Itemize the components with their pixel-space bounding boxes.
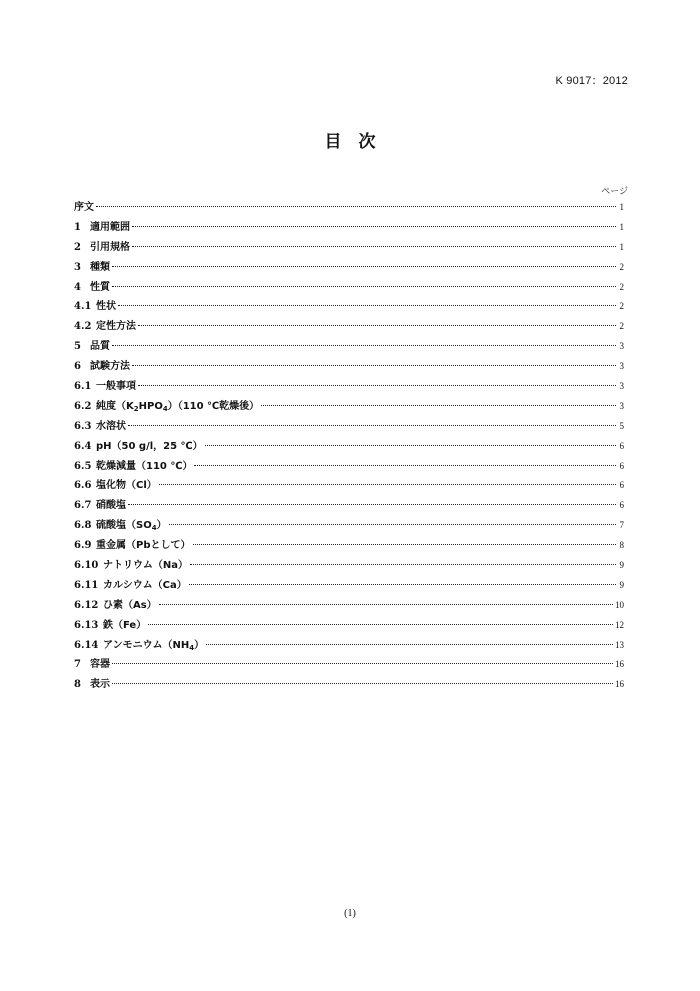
toc-section-title — [103, 576, 187, 591]
toc-section-number: 4 — [74, 281, 81, 293]
toc-section-title — [96, 417, 126, 432]
page-number-footer: (1) — [344, 908, 356, 919]
toc-section-number: 6.10 — [74, 560, 99, 572]
page-column-label: ページ — [601, 187, 628, 197]
toc-page-number: 3 — [619, 381, 624, 392]
toc-section-title — [74, 198, 94, 213]
toc-entry[interactable] — [74, 397, 624, 417]
toc-page-number: 3 — [619, 341, 624, 352]
toc-title-text: 性状 — [96, 301, 116, 313]
toc-page-number: 1 — [619, 202, 624, 212]
toc-page-number: 2 — [619, 281, 624, 292]
toc-section-number: 6.14 — [74, 639, 99, 651]
toc-section-title — [90, 258, 110, 273]
toc-title-text: アンモニウム（NH — [103, 639, 190, 651]
toc-entry[interactable] — [74, 437, 624, 457]
toc-section-title — [96, 516, 167, 531]
toc-dot-leader — [132, 246, 616, 247]
toc-page-number: 2 — [619, 261, 624, 272]
toc-dot-leader — [169, 524, 616, 525]
toc-title-text: 表示 — [90, 679, 110, 691]
toc-page-number: 2 — [619, 321, 624, 332]
toc-page-number: 6 — [619, 480, 624, 491]
toc-page-number: 7 — [619, 520, 624, 531]
toc-page-number: 2 — [619, 301, 624, 312]
toc-section-number: 6.6 — [74, 480, 92, 492]
toc-section-title — [103, 596, 157, 611]
toc-section-number: 4.1 — [74, 301, 92, 313]
toc-section-number: 6.3 — [74, 420, 92, 432]
toc-entry[interactable] — [74, 655, 624, 675]
toc-section-number: 2 — [74, 241, 81, 253]
toc-entry[interactable] — [74, 198, 624, 218]
standard-number: K 9017：2012 — [555, 75, 628, 87]
toc-dot-leader — [118, 305, 616, 306]
toc-page-number: 1 — [619, 221, 624, 232]
toc-page-number: 9 — [619, 579, 624, 590]
toc-title-text: 容器 — [90, 659, 110, 671]
toc-dot-leader — [112, 683, 613, 684]
toc-section-title — [103, 556, 188, 571]
toc-page-number: 9 — [619, 560, 624, 571]
toc-title-text: ひ素（As） — [103, 599, 157, 611]
toc-entry[interactable] — [74, 536, 624, 556]
toc-section-title — [96, 536, 191, 551]
toc-entry[interactable] — [74, 297, 624, 317]
toc-dot-leader — [132, 365, 616, 366]
toc-entry[interactable] — [74, 357, 624, 377]
toc-entry[interactable] — [74, 516, 624, 536]
toc-section-number: 6.4 — [74, 440, 92, 452]
toc-title-subscript: 4 — [162, 404, 168, 413]
toc-section-number: 6.7 — [74, 500, 92, 512]
toc-entry[interactable] — [74, 457, 624, 477]
toc-title-text: 種類 — [90, 261, 110, 273]
toc-title-text: 適用範囲 — [90, 221, 130, 233]
toc-section-title — [103, 616, 146, 631]
toc-section-title — [96, 317, 136, 332]
toc-dot-leader — [112, 345, 616, 346]
toc-page-number: 3 — [619, 400, 624, 411]
toc-title-subscript: 4 — [151, 524, 157, 533]
toc-dot-leader — [159, 484, 616, 485]
toc-section-title — [90, 675, 110, 690]
toc-section-title — [96, 397, 259, 412]
toc-entry[interactable] — [74, 476, 624, 496]
toc-section-title — [96, 297, 116, 312]
toc-page-number: 6 — [619, 500, 624, 511]
toc-title-text: 水溶状 — [96, 420, 126, 432]
toc-section-number: 7 — [74, 659, 81, 671]
toc-title-text: HPO — [138, 400, 163, 412]
toc-page-number: 10 — [615, 599, 624, 610]
toc-dot-leader — [193, 544, 617, 545]
toc-title-text: 純度（K — [96, 400, 134, 412]
toc-title-text: 序文 — [74, 202, 94, 213]
toc-section-title — [96, 496, 126, 511]
toc-title-text: 一般事項 — [96, 381, 136, 393]
toc-section-title — [90, 238, 130, 253]
toc-entry[interactable] — [74, 496, 624, 516]
toc-dot-leader — [205, 445, 616, 446]
toc-dot-leader — [194, 465, 616, 466]
toc-section-number: 6 — [74, 361, 81, 373]
toc-title-text: ナトリウム（Na） — [103, 560, 189, 572]
toc-section-title — [96, 377, 136, 392]
toc-entry[interactable] — [74, 218, 624, 238]
toc-title-text: 鉄（Fe） — [103, 619, 147, 631]
toc-page-number: 6 — [619, 460, 624, 471]
toc-section-title — [90, 278, 110, 293]
toc-page-number: 1 — [619, 241, 624, 252]
toc-page-number: 6 — [619, 440, 624, 451]
toc-section-number: 8 — [74, 679, 81, 691]
toc-section-number: 6.12 — [74, 599, 99, 611]
toc-section-number: 3 — [74, 261, 81, 273]
toc-dot-leader — [132, 226, 616, 227]
toc-section-number: 5 — [74, 341, 81, 353]
toc-section-title — [96, 437, 203, 452]
toc-title-text: 試験方法 — [90, 361, 130, 373]
toc-section-number: 6.1 — [74, 381, 92, 393]
toc-dot-leader — [96, 206, 616, 207]
toc-page-number: 13 — [615, 639, 624, 650]
toc-dot-leader — [128, 504, 616, 505]
toc-page-number: 5 — [619, 420, 624, 431]
toc-title-text: 定性方法 — [96, 321, 136, 333]
toc-page-number: 16 — [615, 679, 624, 690]
toc-section-number: 6.5 — [74, 460, 92, 472]
toc-entry[interactable] — [74, 377, 624, 397]
toc-dot-leader — [189, 584, 616, 585]
toc-entry[interactable] — [74, 675, 624, 695]
toc-title-subscript: 2 — [133, 404, 139, 413]
toc-section-number: 6.11 — [74, 579, 99, 591]
toc-dot-leader — [112, 663, 613, 664]
toc-section-number: 1 — [74, 221, 81, 233]
toc-title-text: ） — [156, 520, 167, 532]
toc-entry[interactable] — [74, 576, 624, 596]
toc-title-text: 重金属（Pbとして） — [96, 540, 191, 552]
toc-title-subscript: 4 — [189, 643, 195, 652]
toc-dot-leader — [190, 564, 616, 565]
toc-section-title — [96, 476, 157, 491]
toc-entry[interactable] — [74, 616, 624, 636]
toc-section-number: 6.13 — [74, 619, 99, 631]
toc-dot-leader — [138, 385, 616, 386]
toc-dot-leader — [159, 604, 613, 605]
toc-section-number: 4.2 — [74, 321, 92, 333]
toc-title-text: 品質 — [90, 341, 110, 353]
toc-dot-leader — [261, 405, 616, 406]
toc-section-number: 6.2 — [74, 400, 92, 412]
toc-title-text: 性質 — [90, 281, 110, 293]
toc-title-text: 塩化物（Cl） — [96, 480, 157, 492]
toc-dot-leader — [148, 624, 613, 625]
toc-title-text: カルシウム（Ca） — [103, 579, 187, 591]
toc-section-title — [103, 636, 204, 651]
toc-title-text: 引用規格 — [90, 241, 130, 253]
toc-dot-leader — [112, 266, 616, 267]
toc-section-number: 6.9 — [74, 540, 92, 552]
toc-entry[interactable] — [74, 556, 624, 576]
page-title: 目 次 — [324, 132, 376, 152]
toc-page-number: 12 — [615, 619, 624, 630]
toc-title-text: ） — [194, 639, 205, 651]
toc-title-text: pH（50 g/l，25 ℃） — [96, 440, 203, 452]
toc-section-number: 6.8 — [74, 520, 92, 532]
toc-entry[interactable] — [74, 317, 624, 337]
toc-page-number: 8 — [619, 540, 624, 551]
toc-dot-leader — [128, 425, 616, 426]
toc-dot-leader — [206, 644, 613, 645]
toc-title-text: ）（110 ℃乾燥後） — [167, 400, 260, 412]
toc-entry[interactable] — [74, 337, 624, 357]
toc-entry[interactable] — [74, 636, 624, 656]
toc-entry[interactable] — [74, 238, 624, 258]
toc-section-title — [90, 218, 130, 233]
toc-section-title — [90, 357, 130, 372]
table-of-contents — [74, 198, 624, 695]
toc-entry[interactable] — [74, 278, 624, 298]
toc-title-text: 乾燥減量（110 ℃） — [96, 460, 193, 472]
toc-page-number: 3 — [619, 361, 624, 372]
toc-entry[interactable] — [74, 596, 624, 616]
toc-entry[interactable] — [74, 417, 624, 437]
toc-dot-leader — [138, 325, 616, 326]
toc-section-title — [90, 655, 110, 670]
toc-dot-leader — [112, 286, 616, 287]
toc-section-title — [90, 337, 110, 352]
toc-title-text: 硫酸塩（SO — [96, 520, 152, 532]
toc-section-title — [96, 457, 192, 472]
toc-title-text: 硝酸塩 — [96, 500, 126, 512]
toc-entry[interactable] — [74, 258, 624, 278]
toc-page-number: 16 — [615, 659, 624, 670]
